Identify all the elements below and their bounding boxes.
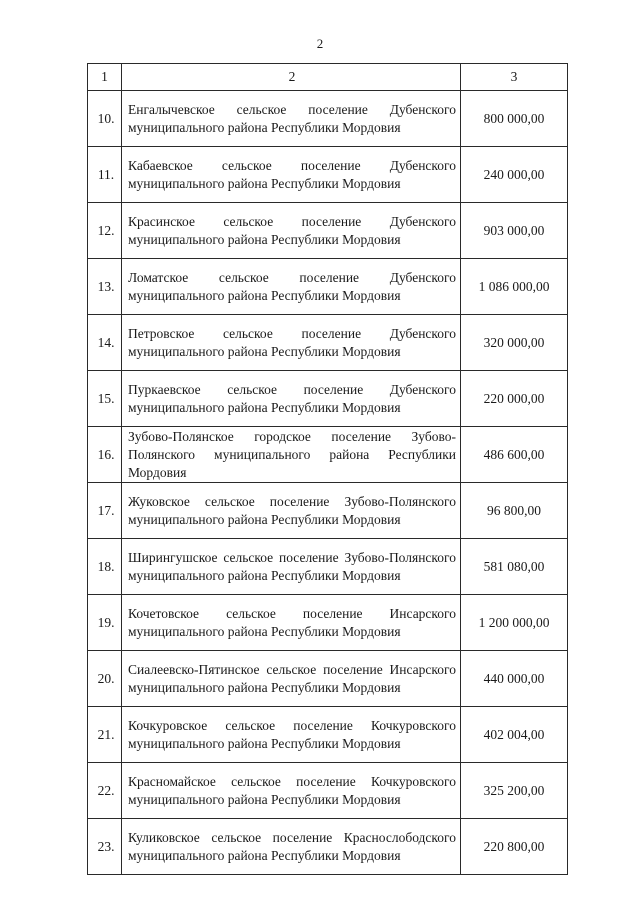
allocation-table <box>87 63 568 875</box>
table-row <box>88 371 568 427</box>
table-row <box>88 91 568 147</box>
row-amount: 800 000,00 <box>461 91 568 147</box>
row-settlement-name: Енгалычевское сельское поселение Дубенского муниципального района Республики Мордовия <box>122 91 461 147</box>
row-settlement-name: Кочкуровское сельское поселение Кочкуровского муниципального района Республики Мордовия <box>122 707 461 763</box>
row-number: 23. <box>88 819 122 875</box>
row-settlement-name: Жуковское сельское поселение Зубово-Полянского муниципального района Республики Мордовия <box>122 483 461 539</box>
row-amount: 1 086 000,00 <box>461 259 568 315</box>
row-amount: 581 080,00 <box>461 539 568 595</box>
row-amount: 486 600,00 <box>461 427 568 483</box>
table-row <box>88 819 568 875</box>
table-row <box>88 651 568 707</box>
table-row <box>88 763 568 819</box>
table-row <box>88 483 568 539</box>
row-number: 12. <box>88 203 122 259</box>
row-settlement-name: Красинское сельское поселение Дубенского муниципального района Республики Мордовия <box>122 203 461 259</box>
table-header-row <box>88 64 568 91</box>
table-row <box>88 427 568 483</box>
row-number: 21. <box>88 707 122 763</box>
table-row <box>88 147 568 203</box>
row-amount: 440 000,00 <box>461 651 568 707</box>
row-amount: 220 800,00 <box>461 819 568 875</box>
row-number: 15. <box>88 371 122 427</box>
row-amount: 96 800,00 <box>461 483 568 539</box>
row-settlement-name: Ломатское сельское поселение Дубенского муниципального района Республики Мордовия <box>122 259 461 315</box>
row-number: 13. <box>88 259 122 315</box>
header-col-amount: 3 <box>461 64 568 91</box>
row-amount: 325 200,00 <box>461 763 568 819</box>
table-row <box>88 315 568 371</box>
row-amount: 220 000,00 <box>461 371 568 427</box>
row-settlement-name: Кабаевское сельское поселение Дубенского муниципального района Республики Мордовия <box>122 147 461 203</box>
row-settlement-name: Сиалеевско-Пятинское сельское поселение Инсарского муниципального района Республики Мордовия <box>122 651 461 707</box>
row-number: 10. <box>88 91 122 147</box>
row-amount: 240 000,00 <box>461 147 568 203</box>
row-amount: 402 004,00 <box>461 707 568 763</box>
row-settlement-name: Пуркаевское сельское поселение Дубенского муниципального района Республики Мордовия <box>122 371 461 427</box>
table-row <box>88 539 568 595</box>
table-row <box>88 595 568 651</box>
page-number: 2 <box>316 36 324 51</box>
header-col-number: 1 <box>88 64 122 91</box>
table-row <box>88 259 568 315</box>
row-number: 16. <box>88 427 122 483</box>
row-number: 14. <box>88 315 122 371</box>
row-settlement-name: Ширингушское сельское поселение Зубово-Полянского муниципального района Республики Мордовия <box>122 539 461 595</box>
row-settlement-name: Кочетовское сельское поселение Инсарского муниципального района Республики Мордовия <box>122 595 461 651</box>
header-col-settlement: 2 <box>122 64 461 91</box>
row-settlement-name: Красномайское сельское поселение Кочкуровского муниципального района Республики Мордовия <box>122 763 461 819</box>
row-settlement-name: Куликовское сельское поселение Краснослободского муниципального района Республики Мордовия <box>122 819 461 875</box>
row-amount: 903 000,00 <box>461 203 568 259</box>
table-row <box>88 203 568 259</box>
row-settlement-name: Петровское сельское поселение Дубенского муниципального района Республики Мордовия <box>122 315 461 371</box>
row-number: 19. <box>88 595 122 651</box>
row-amount: 320 000,00 <box>461 315 568 371</box>
row-settlement-name: Зубово-Полянское городское поселение Зубово-Полянского муниципального района Республики Мордовия <box>122 427 461 483</box>
row-number: 18. <box>88 539 122 595</box>
table-body <box>88 64 568 875</box>
table-row <box>88 707 568 763</box>
row-number: 17. <box>88 483 122 539</box>
row-number: 20. <box>88 651 122 707</box>
row-amount: 1 200 000,00 <box>461 595 568 651</box>
row-number: 22. <box>88 763 122 819</box>
row-number: 11. <box>88 147 122 203</box>
